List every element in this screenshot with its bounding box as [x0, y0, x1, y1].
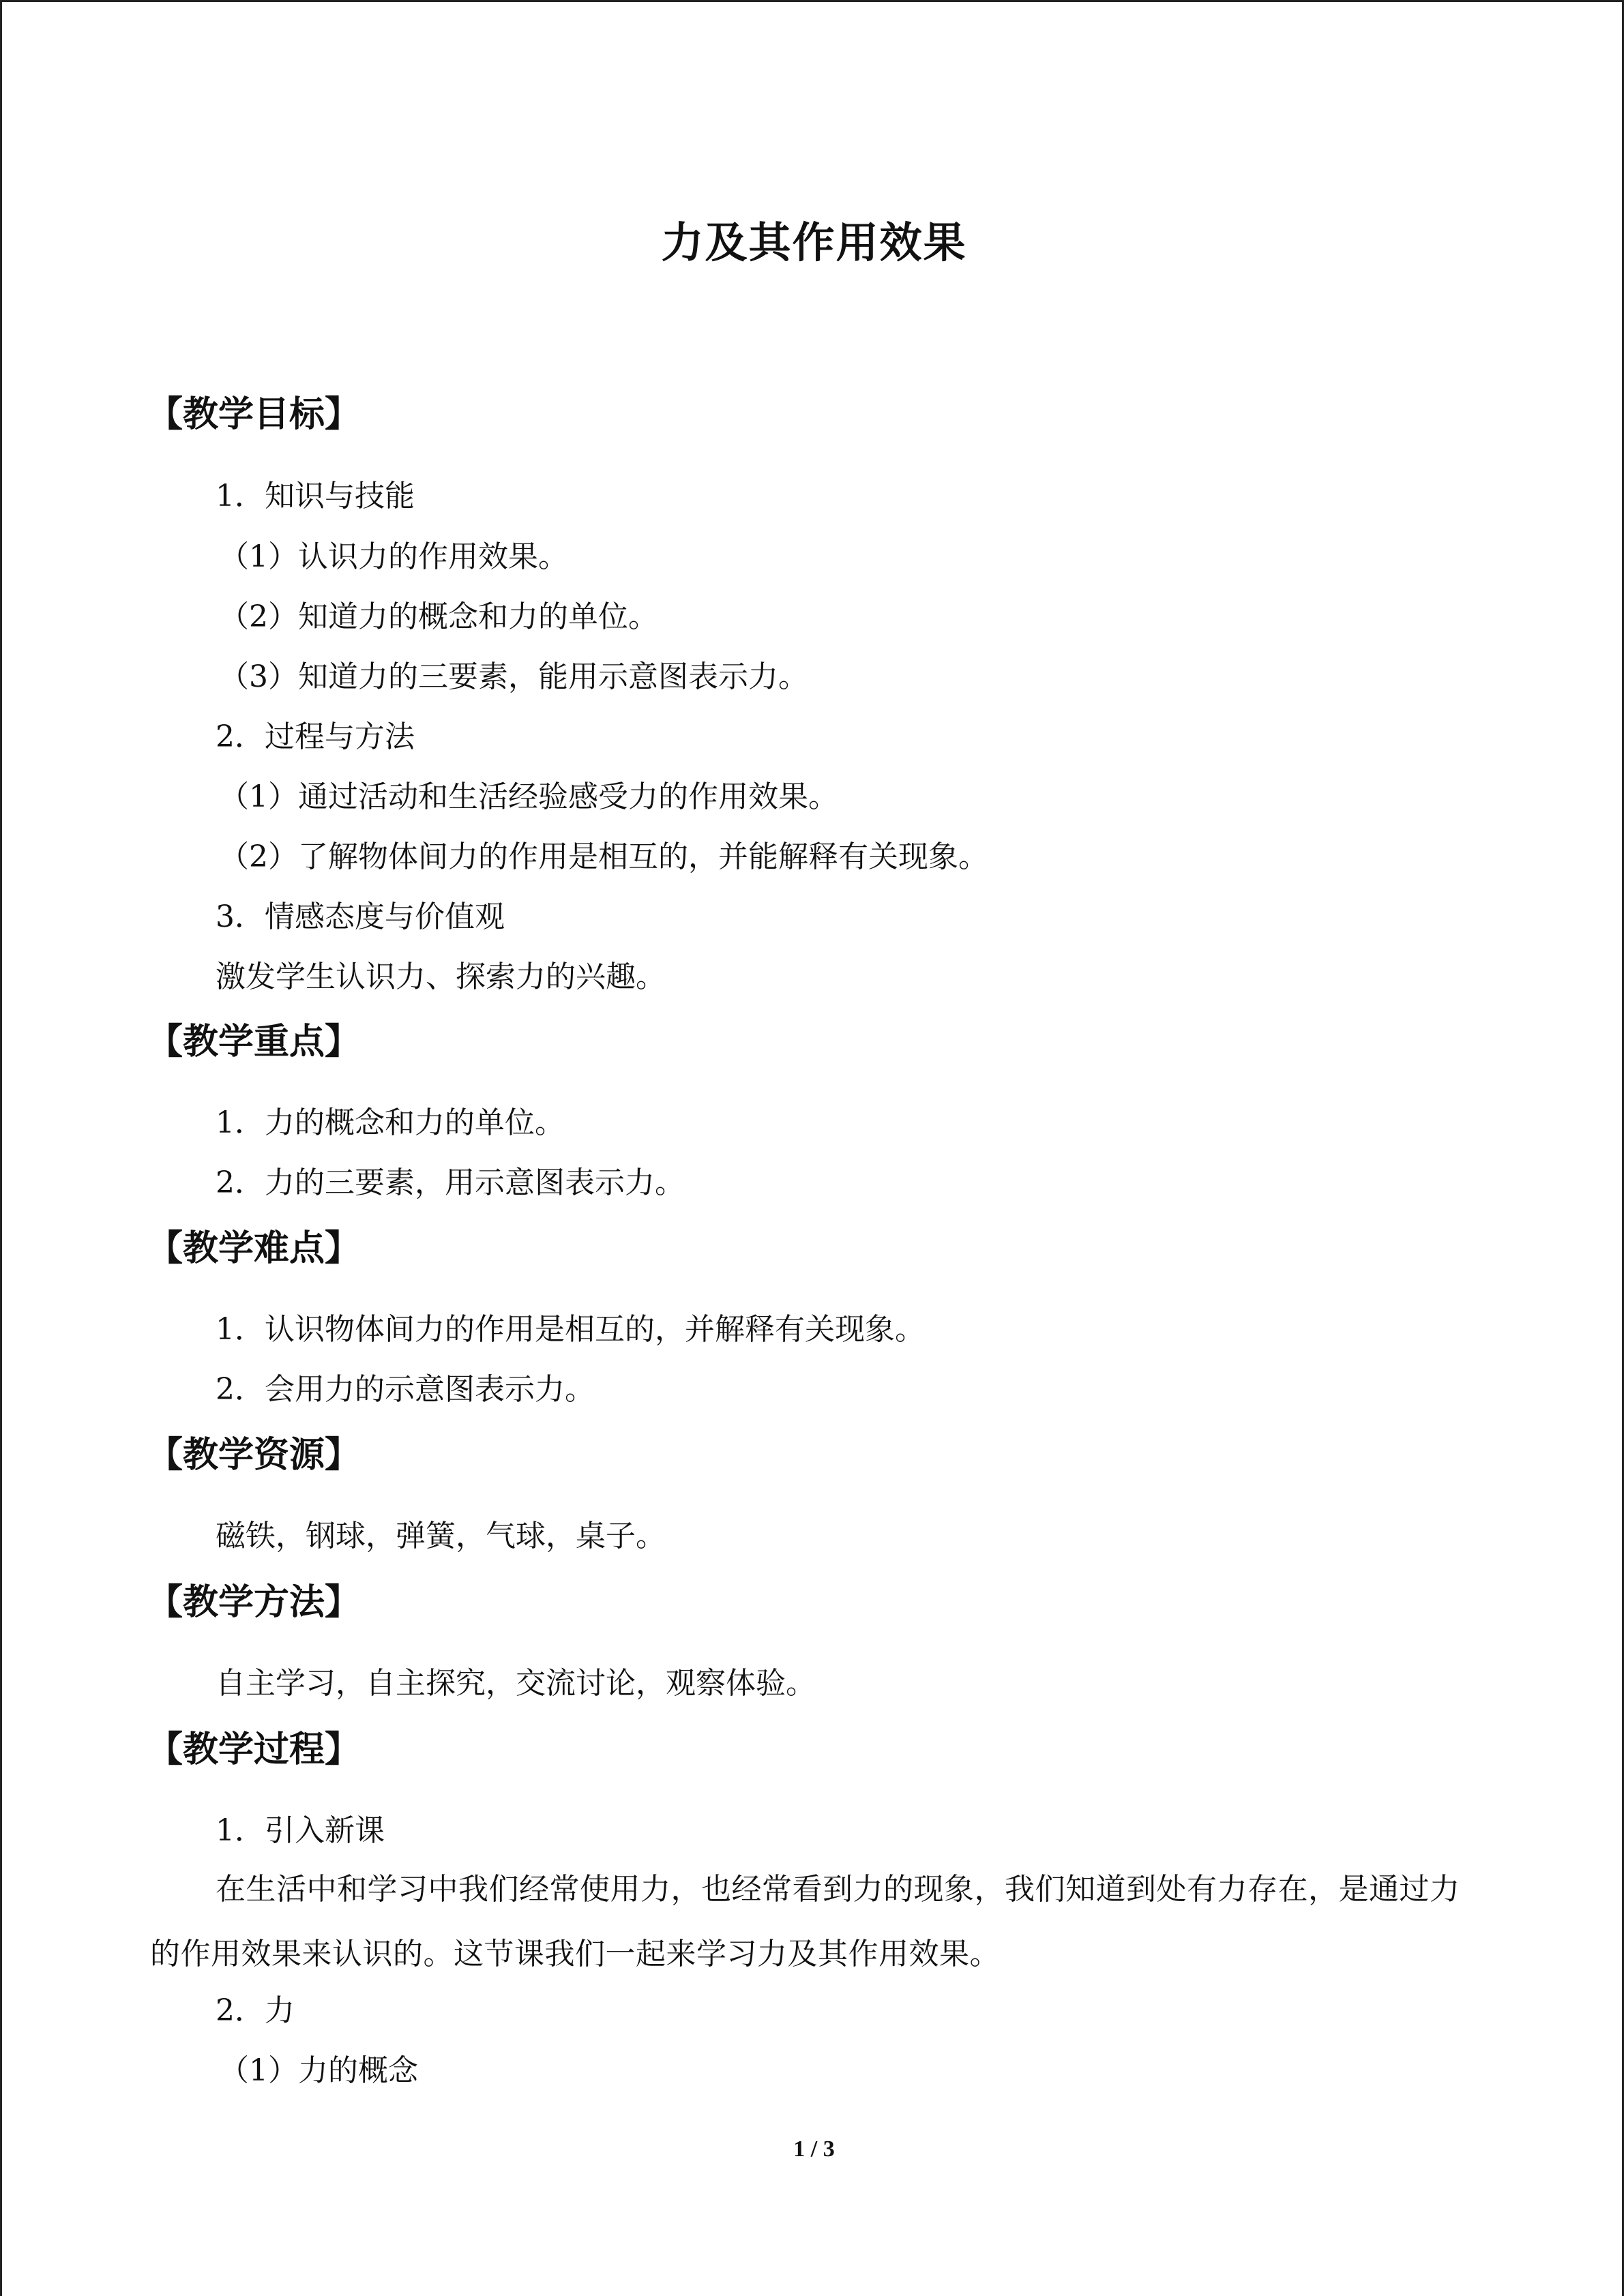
list-item: 2．力的三要素，用示意图表示力。	[216, 1165, 685, 1200]
list-item: （1）认识力的作用效果。	[219, 539, 568, 574]
list-item: 激发学生认识力、探索力的兴趣。	[216, 959, 666, 994]
section-heading-resources: 【教学资源】	[147, 1435, 361, 1476]
page-number: 1 / 3	[793, 2136, 835, 2162]
list-item: （1）力的概念	[219, 2053, 418, 2088]
list-item: 1．引入新课	[216, 1813, 385, 1848]
paragraph: 在生活中和学习中我们经常使用力，也经常看到力的现象，我们知道到处有力存在，是通过力的作用效果来认识的。这节课我们一起来学习力及其作用效果。	[150, 1872, 1460, 1971]
section-heading-objectives: 【教学目标】	[147, 394, 361, 435]
list-item: 2．会用力的示意图表示力。	[216, 1372, 595, 1407]
list-item: （1）通过活动和生活经验感受力的作用效果。	[219, 779, 838, 814]
list-item: 1．认识物体间力的作用是相互的，并解释有关现象。	[216, 1312, 925, 1347]
list-item: （2）知道力的概念和力的单位。	[219, 599, 658, 634]
list-item: 1．力的概念和力的单位。	[216, 1105, 565, 1140]
list-item: 自主学习，自主探究，交流讨论，观察体验。	[216, 1666, 816, 1701]
list-item: 1．知识与技能	[216, 479, 415, 513]
section-heading-key-points: 【教学重点】	[147, 1022, 361, 1062]
list-item: （2）了解物体间力的作用是相互的，并能解释有关现象。	[219, 839, 988, 874]
list-item: 2．过程与方法	[216, 719, 415, 754]
list-item: （3）知道力的三要素，能用示意图表示力。	[219, 659, 808, 694]
list-item: 2．力	[216, 1993, 295, 2028]
document-title: 力及其作用效果	[661, 218, 967, 267]
section-heading-methods: 【教学方法】	[147, 1582, 361, 1623]
list-item: 磁铁，钢球，弹簧，气球，桌子。	[216, 1519, 666, 1553]
section-heading-difficulties: 【教学难点】	[147, 1228, 361, 1269]
list-item: 3．情感态度与价值观	[216, 899, 505, 934]
section-heading-process: 【教学过程】	[147, 1729, 361, 1770]
